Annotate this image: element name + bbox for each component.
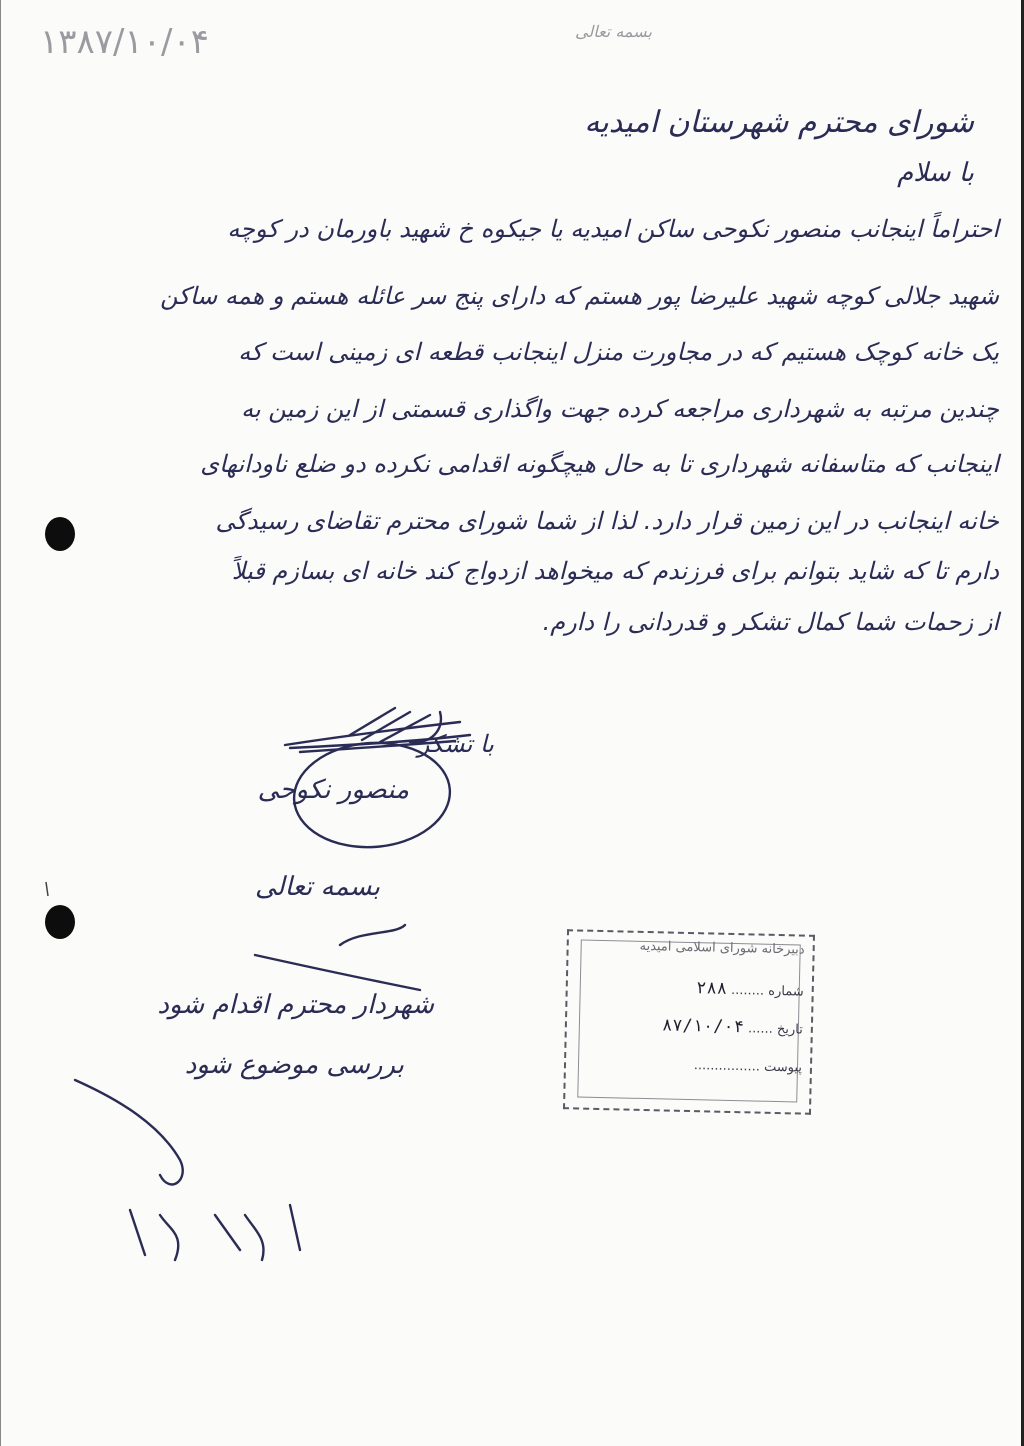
letter-body-line: یک خانه کوچک هستیم که در مجاورت منزل اینجانب قطعه ای زمینی است که [238, 338, 999, 366]
letter-body-line: خانه اینجانب در این زمین قرار دارد. لذا از شما شورای محترم تقاضای رسیدگی [215, 507, 999, 535]
margin-tick [46, 882, 48, 896]
signature-closing: با تشکر [417, 730, 494, 758]
stamp-attachment-row: پیوست ................ [693, 1058, 803, 1076]
letter-body-line: از زحمات شما کمال تشکر و قدردانی را دارم. [542, 608, 999, 636]
margin-note-reference [140, 1215, 143, 1216]
stamp-date-row: تاریخ ...... ۸۷/۱۰/۰۴ [661, 1015, 804, 1038]
signature-name: منصور نکوحی [257, 775, 409, 805]
margin-note-title: بسمه تعالی [255, 872, 380, 902]
stamp-title: دبیرخانه شورای اسلامی امیدیه [639, 938, 805, 958]
letter-greeting: با سلام [897, 158, 974, 188]
letter-date: ۱۳۸۷/۱۰/۰۴ [40, 22, 210, 62]
signature-scribble [285, 708, 470, 852]
letter-addressee: شورای محترم شهرستان امیدیه [584, 105, 974, 140]
letter-body-line: احتراماً اینجانب منصور نکوحی ساکن امیدیه یا جیکوه خ شهید باورمان در کوچه [227, 215, 999, 243]
letter-body-line: شهید جلالی کوچه شهید علیرضا پور هستم که دارای پنج سر عائله هستم و همه ساکن [160, 282, 999, 310]
stamp-number-row: شماره ........ ۲۸۸ [696, 978, 804, 1000]
stamp-attachment-label: پیوست [763, 1059, 803, 1076]
margin-note-strokes [75, 925, 420, 1260]
stamp-date-label: تاریخ [776, 1021, 804, 1038]
letter-body-line: دارم تا که شاید بتوانم برای فرزندم که میخواهد ازدواج کند خانه ای بسازم قبلاً [231, 557, 999, 585]
letter-body-line: اینجانب که متاسفانه شهرداری تا به حال هیچگونه اقدامی نکرده دو ضلع ناودانهای [200, 450, 999, 478]
stamp-date-value: ۸۷/۱۰/۰۴ [661, 1015, 745, 1038]
registry-stamp [563, 929, 815, 1115]
stamp-number-value: ۲۸۸ [696, 978, 728, 999]
margin-note-line: شهردار محترم اقدام شود [157, 990, 434, 1020]
margin-note-line: بررسی موضوع شود [184, 1050, 404, 1080]
stamp-number-label: شماره [768, 983, 804, 1000]
letter-invocation: بسمه تعالی [575, 22, 652, 41]
letter-body-line: چندین مرتبه به شهرداری مراجعه کرده جهت واگذاری قسمتی از این زمین به [241, 395, 999, 423]
